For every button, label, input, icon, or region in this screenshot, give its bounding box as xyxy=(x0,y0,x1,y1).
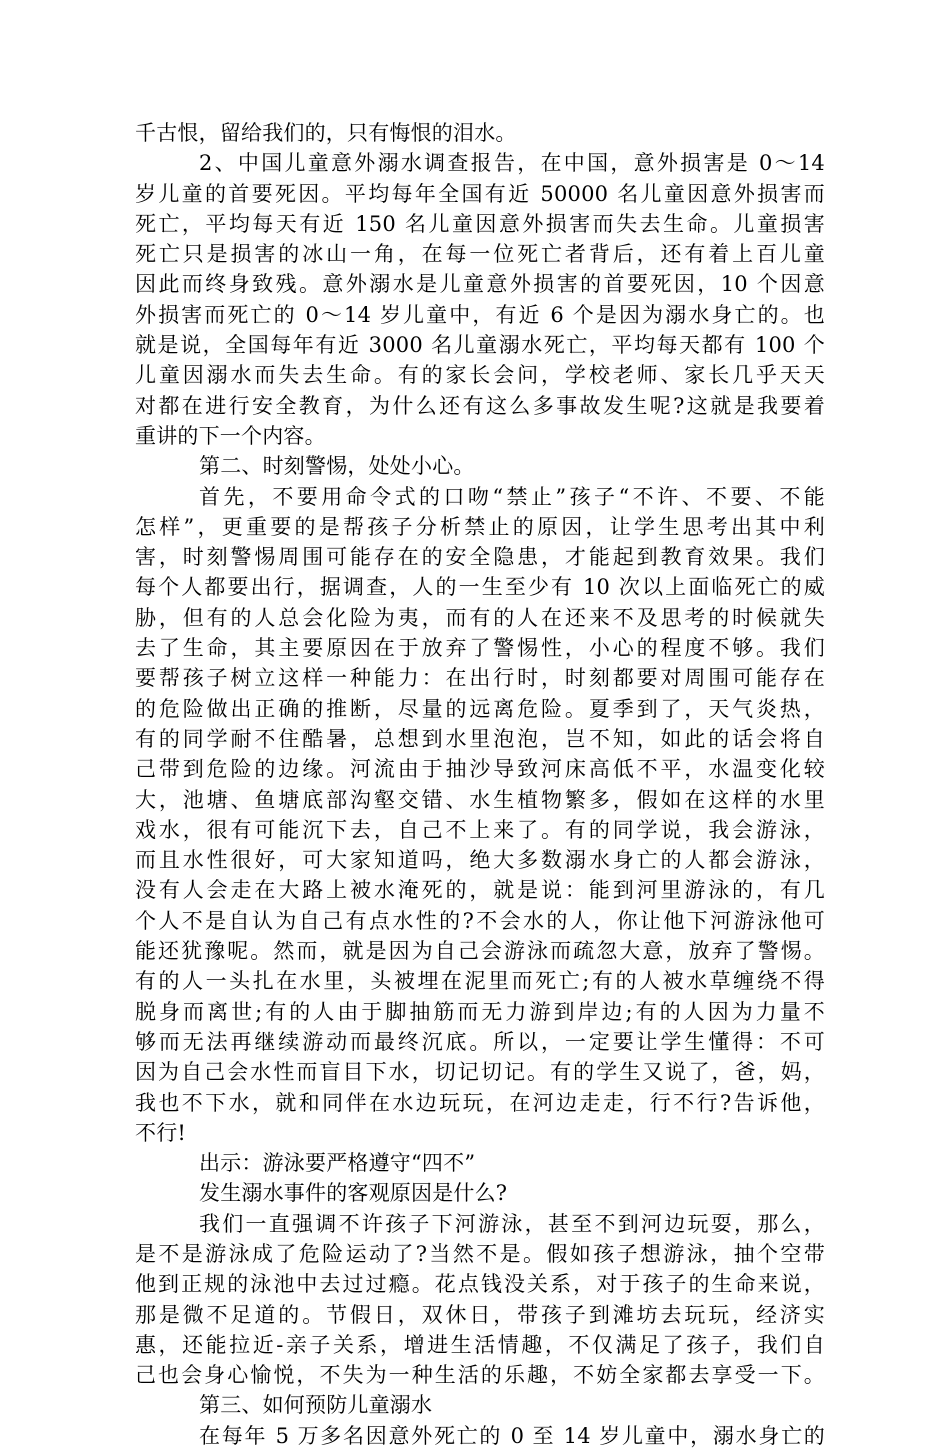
text-line: 有的人一头扎在水里，头被埋在泥里而死亡;有的人被水草缠绕不得 xyxy=(135,969,825,994)
text-line: 对都在进行安全教育，为什么还有这么多事故发生呢?这就是我要着 xyxy=(135,393,825,418)
text-line: 2、中国儿童意外溺水调查报告，在中国，意外损害是 0～14 xyxy=(199,151,825,176)
text-line: 胁，但有的人总会化险为夷，而有的人在还来不及思考的时候就失 xyxy=(135,605,825,630)
text-line: 出示：游泳要严格遵守“四不” xyxy=(199,1151,476,1176)
text-line: 在每年 5 万多名因意外死亡的 0 至 14 岁儿童中，溺水身亡的 xyxy=(199,1423,825,1448)
text-line: 第二、时刻警惕，处处小心。 xyxy=(199,454,475,479)
text-line: 重讲的下一个内容。 xyxy=(135,423,326,448)
text-line: 第三、如何预防儿童溺水 xyxy=(199,1393,433,1418)
text-line: 那是微不足道的。节假日，双休日，带孩子到滩坊去玩玩，经济实 xyxy=(135,1302,825,1327)
text-line: 害，时刻警惕周围可能存在的安全隐患，才能起到教育效果。我们 xyxy=(135,545,825,570)
text-line: 戏水，很有可能沉下去，自己不上来了。有的同学说，我会游泳， xyxy=(135,817,825,842)
text-line: 而且水性很好，可大家知道吗，绝大多数溺水身亡的人都会游泳， xyxy=(135,848,825,873)
text-line: 因此而终身致残。意外溺水是儿童意外损害的首要死因，10 个因意 xyxy=(135,272,825,297)
text-line: 因为自己会水性而盲目下水，切记切记。有的学生又说了，爸，妈， xyxy=(135,1060,825,1085)
text-line: 死亡只是损害的冰山一角，在每一位死亡者背后，还有着上百儿童 xyxy=(135,242,825,267)
text-line: 不行! xyxy=(135,1120,187,1145)
text-line: 我们一直强调不许孩子下河游泳，甚至不到河边玩耍，那么， xyxy=(199,1211,825,1236)
document-body xyxy=(135,118,825,1451)
text-line: 死亡，平均每天有近 150 名儿童因意外损害而失去生命。儿童损害 xyxy=(135,211,825,236)
text-line: 没有人会走在大路上被水淹死的，就是说：能到河里游泳的，有几 xyxy=(135,878,825,903)
text-line: 我也不下水，就和同伴在水边玩玩，在河边走走，行不行?告诉他， xyxy=(135,1090,825,1115)
text-line: 是不是游泳成了危险运动了?当然不是。假如孩子想游泳，抽个空带 xyxy=(135,1241,825,1266)
text-line: 己也会身心愉悦，不失为一种生活的乐趣，不妨全家都去享受一下。 xyxy=(135,1363,825,1388)
text-line: 发生溺水事件的客观原因是什么? xyxy=(199,1181,508,1206)
text-line: 大，池塘、鱼塘底部沟壑交错、水生植物繁多，假如在这样的水里 xyxy=(135,787,825,812)
text-line: 去了生命，其主要原因在于放弃了警惕性，小心的程度不够。我们 xyxy=(135,636,825,661)
text-line: 能还犹豫呢。然而，就是因为自己会游泳而疏忽大意，放弃了警惕。 xyxy=(135,939,825,964)
text-line: 千古恨，留给我们的，只有悔恨的泪水。 xyxy=(135,121,517,145)
text-line: 首先，不要用命令式的口吻“禁止”孩子“不许、不要、不能 xyxy=(199,484,825,509)
text-line: 的危险做出正确的推断，尽量的远离危险。夏季到了，天气炎热， xyxy=(135,696,825,721)
text-line: 够而无法再继续游动而最终沉底。所以，一定要让学生懂得：不可 xyxy=(135,1029,825,1054)
text-line: 脱身而离世;有的人由于脚抽筋而无力游到岸边;有的人因为力量不 xyxy=(135,999,825,1024)
text-line: 个人不是自认为自己有点水性的?不会水的人，你让他下河游泳他可 xyxy=(135,908,825,933)
text-line: 儿童因溺水而失去生命。有的家长会问，学校老师、家长几乎天天 xyxy=(135,363,825,388)
text-line: 有的同学耐不住酷暑，总想到水里泡泡，岂不知，如此的话会将自 xyxy=(135,726,825,751)
text-line: 怎样”，更重要的是帮孩子分析禁止的原因，让学生思考出其中利 xyxy=(135,514,825,539)
text-line: 外损害而死亡的 0～14 岁儿童中，有近 6 个是因为溺水身亡的。也 xyxy=(135,302,825,327)
text-line: 惠，还能拉近-亲子关系，增进生活情趣，不仅满足了孩子，我们自 xyxy=(135,1332,825,1357)
text-line: 己带到危险的边缘。河流由于抽沙导致河床高低不平，水温变化较 xyxy=(135,757,825,782)
text-line: 每个人都要出行，据调查，人的一生至少有 10 次以上面临死亡的威 xyxy=(135,575,825,600)
text-line: 要帮孩子树立这样一种能力：在出行时，时刻都要对周围可能存在 xyxy=(135,666,825,691)
text-line: 他到正规的泳池中去过过瘾。花点钱没关系，对于孩子的生命来说， xyxy=(135,1272,825,1297)
text-line: 岁儿童的首要死因。平均每年全国有近 50000 名儿童因意外损害而 xyxy=(135,181,825,206)
text-line: 就是说，全国每年有近 3000 名儿童溺水死亡，平均每天都有 100 个 xyxy=(135,333,825,358)
